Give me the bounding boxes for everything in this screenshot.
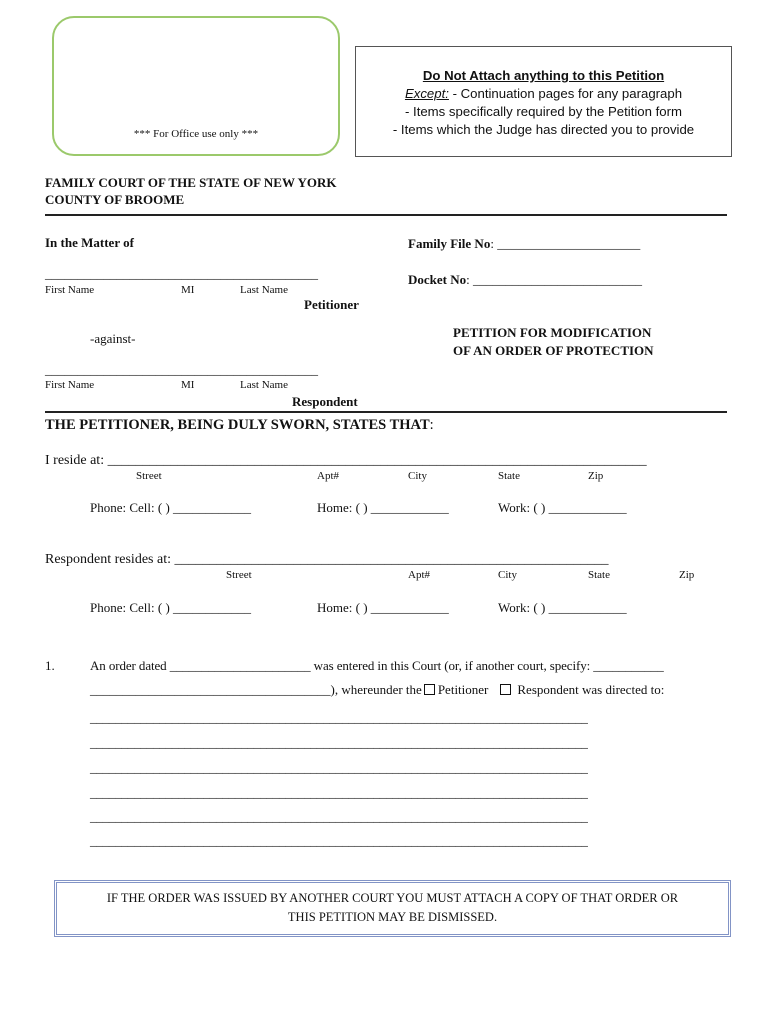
petitioner-city-label: City xyxy=(408,470,427,482)
petitioner-checkbox[interactable] xyxy=(424,684,435,695)
respondent-address-field[interactable]: Respondent resides at: ______________________________________________________________ xyxy=(45,552,609,567)
attachment-notice xyxy=(355,46,732,157)
petition-title-line-2: OF AN ORDER OF PROTECTION xyxy=(453,343,654,358)
warning-line-2: THIS PETITION MAY BE DISMISSED. xyxy=(287,910,498,924)
attach-order-warning xyxy=(54,880,731,937)
notice-line-1: Except: - Continuation pages for any paragraph xyxy=(404,86,683,101)
item-1-line-2 xyxy=(90,682,664,698)
court-name: FAMILY COURT OF THE STATE OF NEW YORK xyxy=(45,175,337,190)
respondent-cell-phone-field[interactable]: Phone: Cell: ( ) ____________ xyxy=(90,600,252,615)
other-court-field[interactable]: _____________________________________), whereunder the xyxy=(90,682,422,697)
petitioner-work-phone-field[interactable]: Work: ( ) ____________ xyxy=(498,500,627,515)
directed-to-line[interactable]: _______________________________________________________________________________ xyxy=(90,785,588,800)
sworn-statement-heading: THE PETITIONER, BEING DULY SWORN, STATES THAT: xyxy=(45,417,434,433)
respondent-name-field[interactable]: __________________________________________ xyxy=(45,362,318,377)
directed-to-line[interactable]: _______________________________________________________________________________ xyxy=(90,833,588,848)
directed-to-line[interactable]: _______________________________________________________________________________ xyxy=(90,760,588,775)
notice-except: Except: xyxy=(404,86,449,101)
petitioner-option-label: Petitioner xyxy=(437,682,489,697)
petitioner-zip-label: Zip xyxy=(588,470,604,482)
petition-title-line-1: PETITION FOR MODIFICATION xyxy=(453,325,652,340)
divider xyxy=(45,411,727,413)
respondent-street-label: Street xyxy=(226,569,252,581)
respondent-work-phone-field[interactable]: Work: ( ) ____________ xyxy=(498,600,627,615)
notice-line-3: - Items which the Judge has directed you to provide xyxy=(392,122,695,137)
respondent-apt-label: Apt# xyxy=(408,569,430,581)
respondent-role-label: Respondent xyxy=(292,394,358,409)
divider xyxy=(45,214,727,216)
respondent-city-label: City xyxy=(498,569,517,581)
item-1-number: 1. xyxy=(45,658,55,673)
respondent-checkbox[interactable] xyxy=(500,684,511,695)
petitioner-address-field[interactable]: I reside at: _____________________________________________________________________________ xyxy=(45,453,647,468)
office-use-box xyxy=(52,16,340,156)
petitioner-cell-phone-field[interactable]: Phone: Cell: ( ) ____________ xyxy=(90,500,252,515)
in-the-matter-of: In the Matter of xyxy=(45,235,134,250)
respondent-first-name-label: First Name xyxy=(45,379,95,391)
notice-line-2: - Items specifically required by the Petition form xyxy=(404,104,683,119)
petitioner-role-label: Petitioner xyxy=(304,297,359,312)
office-use-label: *** For Office use only *** xyxy=(133,128,259,140)
directed-to-line[interactable]: _______________________________________________________________________________ xyxy=(90,809,588,824)
respondent-state-label: State xyxy=(588,569,610,581)
notice-title: Do Not Attach anything to this Petition xyxy=(422,68,665,83)
docket-number-field[interactable]: Docket No: __________________________ xyxy=(408,272,643,287)
petitioner-state-label: State xyxy=(498,470,520,482)
court-county: COUNTY OF BROOME xyxy=(45,192,185,207)
respondent-zip-label: Zip xyxy=(679,569,695,581)
petitioner-last-name-label: Last Name xyxy=(240,284,288,296)
family-file-number-field[interactable]: Family File No: ______________________ xyxy=(408,236,641,251)
petitioner-apt-label: Apt# xyxy=(317,470,339,482)
against-label: -against- xyxy=(90,331,136,346)
petitioner-name-field[interactable]: __________________________________________ xyxy=(45,266,318,281)
petitioner-street-label: Street xyxy=(136,470,162,482)
respondent-home-phone-field[interactable]: Home: ( ) ____________ xyxy=(317,600,449,615)
petitioner-home-phone-field[interactable]: Home: ( ) ____________ xyxy=(317,500,449,515)
respondent-last-name-label: Last Name xyxy=(240,379,288,391)
warning-line-1: IF THE ORDER WAS ISSUED BY ANOTHER COURT YOU MUST ATTACH A COPY OF THAT ORDER OR xyxy=(106,891,679,905)
respondent-mi-label: MI xyxy=(181,379,195,391)
petitioner-mi-label: MI xyxy=(181,284,195,296)
directed-to-line[interactable]: _______________________________________________________________________________ xyxy=(90,735,588,750)
order-date-field[interactable]: An order dated ______________________ was entered in this Court (or, if another court, specify: ___________ xyxy=(90,658,664,673)
directed-to-line[interactable]: _______________________________________________________________________________ xyxy=(90,710,588,725)
respondent-option-label: Respondent was directed to: xyxy=(517,682,665,697)
petitioner-first-name-label: First Name xyxy=(45,284,95,296)
